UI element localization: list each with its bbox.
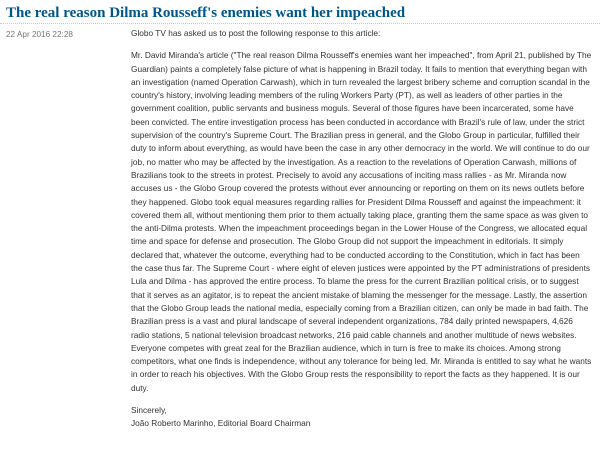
comment-main-paragraph: Mr. David Miranda's article ("The real reason Dilma Rousseff's enemies want her impeached", from April 21, published by The Guardian) paints a completely false picture of what is happening in Brazil today. It fails to mention that everything began with an investigation (named Operation Carwash), which in turn revealed the largest bribery scheme and corruption scandal in the country's history, involving leading members of the ruling Workers Party (PT), as well as leaders of other parties in the government coalition, public servants and business moguls. Several of those figures have been incarcerated, some have been convicted. The entire investigation process has been conducted in accordance with Brazil's rule of law, under the strict supervision of the country's Supreme Court. The Brazilian press in general, and the Globo Group in particular, fulfilled their duty to inform about everything, as would have been the case in any other democracy in the world. We will continue to do our job, no matter who may be affected by the investigation. As a reaction to the revelations of Operation Carwash, millions of Brazilians took to the streets in protest. Precisely to avoid any accusations of inciting mass rallies - as Mr. Miranda now accuses us - the Globo Group covered the protests without ever announcing or reporting on them on its news outlets before they happened. Globo took equal measures regarding rallies for President Dilma Rousseff and against the impeachment: it covered them all, without mentioning them prior to them actually taking place, granting them the same space as was given to the anti-Dilma protests. When the impeachment proceedings began in the Lower House of the Congress, we allocated equal time and space for defense and prosecution. The Globo Group did not support the impeachment in editorials. It simply declared that, whatever the outcome, everything had to be conducted according to the Constitution, which in fact has been the case thus far. The Supreme Court - where eight of eleven justices were appointed by the PT administrations of presidents Lula and Dilma - has approved the entire process. To blame the press for the current Brazilian political crisis, or to suggest that it serves as an agitator, is to repeat the ancient mistake of blaming the messenger for the message. Lastly, the assertion that the Globo Group leads the national media, especially coming from a Brazilian citizen, can only be made in bad faith. The Brazilian press is a vast and plural landscape of several independent organizations, 784 daily printed newspapers, 4,626 radio stations, 5 national television broadcast networks, 216 paid cable channels and another multitude of news websites. Everyone competes with great zeal for the Brazilian audience, which in turn is free to make its choices. Among strong competitors, what one finds is independence, without any tolerance for being led. Mr. Miranda is entitled to say what he wants in order to reach his objectives. With the Globo Group rests the responsibility to report the facts as they happened. It is our duty. bbox=[131, 50, 592, 393]
comment-intro: Globo TV has asked us to post the following response to this article: bbox=[131, 28, 381, 38]
comment-body bbox=[131, 27, 593, 431]
article-title-link[interactable]: The real reason Dilma Rousseff's enemies want her impeached bbox=[6, 5, 406, 21]
comment-signature: João Roberto Marinho, Editorial Board Chairman bbox=[131, 418, 311, 429]
comment-signoff: Sincerely, bbox=[131, 405, 167, 416]
divider bbox=[0, 23, 600, 24]
comment-timestamp: 22 Apr 2016 22:28 bbox=[6, 30, 73, 39]
